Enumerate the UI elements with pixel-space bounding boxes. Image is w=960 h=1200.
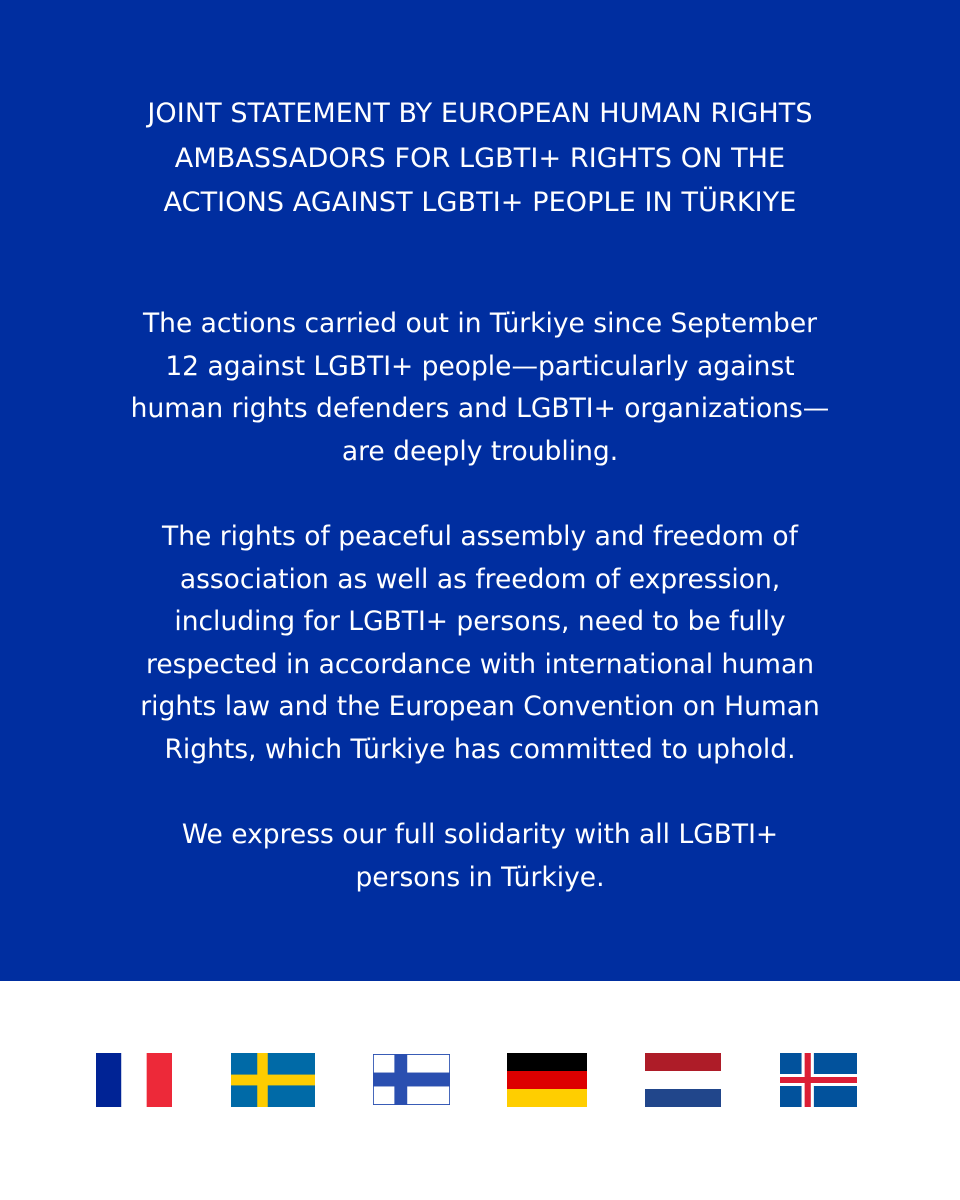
- paragraph-line: persons in Türkiye.: [355, 861, 605, 893]
- title-line: JOINT STATEMENT BY EUROPEAN HUMAN RIGHTS: [147, 98, 813, 129]
- statement-body: [60, 303, 900, 942]
- paragraph-solidarity: [60, 814, 900, 899]
- paragraph-line: including for LGBTI+ persons, need to be fully: [174, 606, 786, 638]
- title-line: AMBASSADORS FOR LGBTI+ RIGHTS ON THE: [174, 142, 786, 174]
- paragraph-line: Rights, which Türkiye has committed to uphold.: [164, 733, 796, 765]
- flag-finland-icon: [373, 1054, 450, 1105]
- flags-row: [0, 981, 960, 1200]
- flag-netherlands-icon: [645, 1053, 721, 1107]
- paragraph-line: association as well as freedom of expression,: [179, 563, 781, 595]
- title-line: ACTIONS AGAINST LGBTI+ PEOPLE IN TÜRKIYE: [163, 187, 797, 218]
- paragraph-actions: [60, 303, 900, 473]
- flag-sweden-icon: [231, 1053, 315, 1107]
- paragraph-line: We express our full solidarity with all LGBTI+: [181, 819, 779, 851]
- paragraph-line: human rights defenders and LGBTI+ organizations—: [130, 393, 830, 425]
- flag-france-icon: [96, 1053, 172, 1107]
- paragraph-rights: [60, 516, 900, 772]
- paragraph-line: respected in accordance with international human: [146, 648, 814, 680]
- paragraph-line: The rights of peaceful assembly and freedom of: [162, 520, 798, 552]
- paragraph-line: The actions carried out in Türkiye since September: [142, 308, 818, 339]
- paragraph-line: 12 against LGBTI+ people—particularly against: [165, 350, 795, 382]
- flag-iceland-icon: [780, 1053, 857, 1107]
- paragraph-line: are deeply troubling.: [341, 435, 619, 467]
- paragraph-line: rights law and the European Convention on Human: [140, 691, 820, 723]
- statement-title: [80, 92, 880, 226]
- flag-germany-icon: [507, 1053, 587, 1107]
